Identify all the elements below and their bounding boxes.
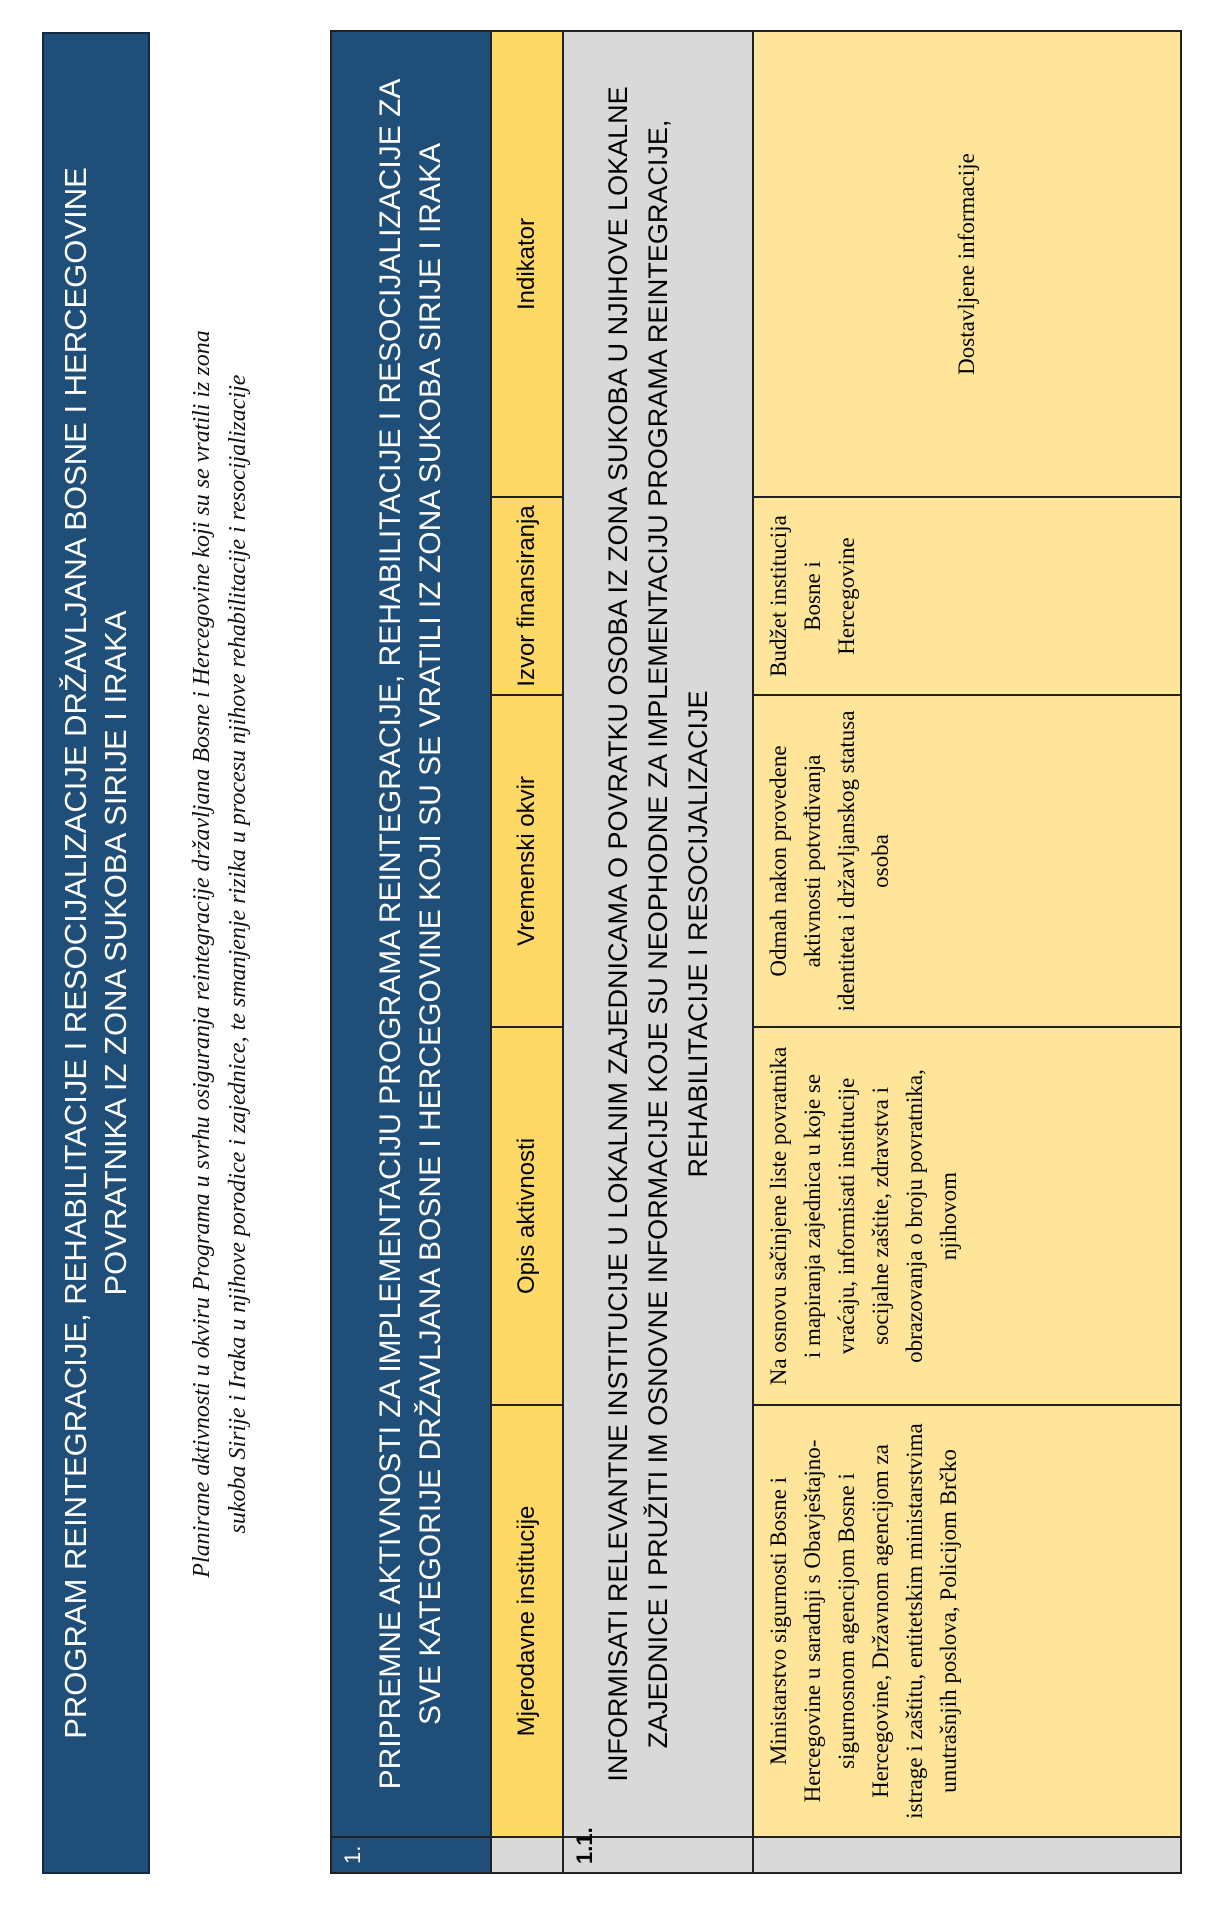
program-title-line-2: POVRATNIKA IZ ZONA SUKOBA SIRIJE I IRAKA bbox=[98, 610, 133, 1296]
row-description: Na osnovu sačinjene liste povratnika i mapiranja zajednica u koje se vraćaju, informisati institucije socijalne zaštite, zdravstva i obrazovanja o broju povratnika, njihovom bbox=[753, 1027, 1181, 1405]
subsection-title: INFORMISATI RELEVANTNE INSTITUCIJE U LOKALNIM ZAJEDNICAMA O POVRATKU OSOBA IZ ZONA SUKOBA U NJIHOVE LOKALNE ZAJEDNICE I PRUŽITI IM OSNOVNE INFORMACIJE KOJE SU NEOPHODNE ZA IMPLEMENTACIJU PROGRAMA REINTEGRACIJE, REHABILITACIJE I RESOCIJALIZACIJE bbox=[563, 31, 753, 1837]
intro-line-2: sukoba Sirije i Iraka u njihove porodice i zajednice, te smanjenje rizika u procesu njihove rehabilitacije i resocijalizacije bbox=[225, 374, 251, 1534]
col-indicator: Indikator bbox=[491, 31, 563, 497]
row-timeframe: Odmah nakon provedene aktivnosti potvrđivanja identiteta i državljanskog statusa osoba bbox=[753, 695, 1181, 1027]
subsection-row bbox=[563, 31, 753, 1873]
activities-table bbox=[330, 30, 1182, 1874]
program-title-line-1: PROGRAM REINTEGRACIJE, REHABILITACIJE I RESOCIJALIZACIJE DRŽAVLJANA BOSNE I HERCEGOVINE bbox=[58, 167, 93, 1739]
intro-text bbox=[184, 54, 256, 1854]
program-title-banner bbox=[42, 32, 150, 1874]
intro-line-1: Planirane aktivnosti u okviru Programa u svrhu osiguranja reintegracije državljana Bosne i Hercegovine koji su se vratili iz zona bbox=[189, 330, 215, 1578]
col-timeframe: Vremenski okvir bbox=[491, 695, 563, 1027]
table-row bbox=[753, 31, 1181, 1873]
row-funding: Budžet institucija Bosne i Hercegovine bbox=[753, 497, 1181, 695]
header-spacer bbox=[491, 1837, 563, 1873]
column-header-row bbox=[491, 31, 563, 1873]
row-spacer bbox=[753, 1837, 1181, 1873]
subsection-number: 1.1. bbox=[563, 1837, 753, 1873]
row-institutions: Ministarstvo sigurnosti Bosne i Hercegovine u saradnji s Obavještajno-sigurnosnom agencijom Bosne i Hercegovine, Državnom agencijom za istrage i zaštitu, entitetskim ministarstvima unutrašnjih poslova, Policijom Brčko bbox=[753, 1405, 1181, 1837]
col-institutions: Mjerodavne institucije bbox=[491, 1405, 563, 1837]
col-funding: Izvor finansiranja bbox=[491, 497, 563, 695]
row-indicator: Dostavljene informacije bbox=[753, 31, 1181, 497]
section-title: PRIPREMNE AKTIVNOSTI ZA IMPLEMENTACIJU PROGRAMA REINTEGRACIJE, REHABILITACIJE I RESOCIJALIZACIJE ZA SVE KATEGORIJE DRŽAVLJANA BOSNE I HERCEGOVINE KOJI SU SE VRATILI IZ ZONA SUKOBA SIRIJE I IRAKA bbox=[331, 31, 491, 1837]
col-description: Opis aktivnosti bbox=[491, 1027, 563, 1405]
section-row bbox=[331, 31, 491, 1873]
section-number: 1. bbox=[331, 1837, 491, 1873]
